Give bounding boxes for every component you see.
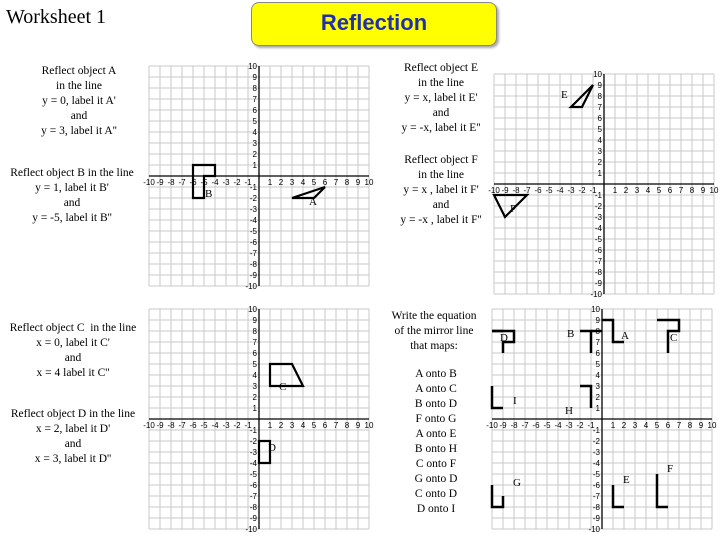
x-tick-label: -5: [200, 178, 208, 187]
y-tick-label: -7: [592, 492, 600, 501]
x-tick-label: 6: [665, 421, 671, 430]
y-tick-label: 10: [593, 70, 602, 79]
y-tick-label: 5: [597, 125, 602, 134]
y-tick-label: 1: [597, 169, 602, 178]
y-tick-label: 8: [597, 92, 602, 101]
y-tick-label: -1: [249, 183, 257, 192]
x-tick-label: -10: [486, 421, 498, 430]
x-tick-label: -3: [222, 421, 230, 430]
y-tick-label: 3: [595, 382, 600, 391]
x-tick-label: 3: [634, 186, 640, 195]
grid-top-left: [145, 62, 373, 294]
x-tick-label: -3: [567, 186, 575, 195]
x-tick-label: 2: [623, 186, 629, 195]
y-tick-label: -6: [594, 246, 602, 255]
y-tick-label: 2: [252, 150, 257, 159]
y-tick-label: 2: [595, 393, 600, 402]
y-tick-label: -9: [249, 271, 257, 280]
x-tick-label: 9: [355, 421, 361, 430]
y-tick-label: 4: [252, 128, 257, 137]
label-shape-a: A: [309, 196, 317, 208]
y-tick-label: 3: [597, 147, 602, 156]
shape-f-map: [657, 474, 668, 507]
y-tick-label: -4: [249, 459, 257, 468]
x-tick-label: 5: [656, 186, 662, 195]
y-tick-label: 9: [597, 81, 602, 90]
x-tick-label: 8: [689, 186, 695, 195]
x-tick-label: -7: [178, 178, 186, 187]
y-tick-label: 4: [597, 136, 602, 145]
y-tick-label: 8: [252, 84, 257, 93]
x-tick-label: -8: [167, 178, 175, 187]
x-tick-label: -8: [512, 186, 520, 195]
instruction-f: Reflect object F in the line y = x , label it F' and y = -x , label it F'': [400, 154, 482, 226]
x-tick-label: -5: [545, 186, 553, 195]
y-tick-label: 1: [252, 161, 257, 170]
y-tick-label: -4: [249, 216, 257, 225]
x-tick-label: 1: [612, 186, 618, 195]
x-tick-label: 10: [364, 178, 374, 187]
x-tick-label: 7: [676, 421, 682, 430]
y-tick-label: -1: [249, 426, 257, 435]
x-tick-label: -8: [167, 421, 175, 430]
x-tick-label: -5: [543, 421, 551, 430]
x-tick-label: -6: [189, 421, 197, 430]
y-tick-label: 4: [595, 371, 600, 380]
y-tick-label: -6: [592, 481, 600, 490]
x-tick-label: -7: [178, 421, 186, 430]
y-tick-label: 5: [595, 360, 600, 369]
x-tick-label: 6: [322, 421, 328, 430]
grid-bottom-left: [145, 305, 373, 537]
x-tick-label: 9: [355, 178, 361, 187]
y-tick-label: 9: [252, 316, 257, 325]
y-tick-label: 7: [597, 103, 602, 112]
x-tick-label: 9: [700, 186, 706, 195]
y-tick-label: 1: [595, 404, 600, 413]
instruction-d: Reflect object D in the line x = 2, label it D' and x = 3, label it D'': [10, 408, 136, 465]
label-shape-b: B: [205, 188, 213, 200]
x-tick-label: -9: [501, 186, 509, 195]
map-label-g: G: [513, 477, 521, 489]
y-tick-label: -7: [249, 249, 257, 258]
y-tick-label: -1: [594, 191, 602, 200]
map-label-d: D: [500, 332, 508, 344]
y-tick-label: -8: [249, 503, 257, 512]
x-tick-label: -5: [200, 421, 208, 430]
y-tick-label: -3: [592, 448, 600, 457]
instruction-b: Reflect object B in the line y = 1, label it B' and y = -5, label it B'': [10, 167, 134, 224]
y-tick-label: -5: [594, 235, 602, 244]
y-tick-label: 5: [252, 117, 257, 126]
y-tick-label: 9: [252, 73, 257, 82]
x-tick-label: -1: [244, 178, 252, 187]
label-shape-f: F: [510, 203, 517, 215]
x-tick-label: 8: [344, 178, 350, 187]
y-tick-label: -9: [592, 514, 600, 523]
x-tick-label: 10: [709, 186, 719, 195]
x-tick-label: 1: [267, 178, 273, 187]
y-tick-label: -5: [249, 227, 257, 236]
y-tick-label: 1: [252, 404, 257, 413]
y-tick-label: 7: [595, 338, 600, 347]
x-tick-label: 5: [311, 178, 317, 187]
y-tick-label: 8: [595, 327, 600, 336]
y-tick-label: 10: [248, 305, 257, 314]
x-tick-label: -1: [587, 421, 595, 430]
x-tick-label: 4: [645, 186, 651, 195]
y-tick-label: -9: [594, 279, 602, 288]
y-tick-label: -6: [249, 481, 257, 490]
x-tick-label: -8: [510, 421, 518, 430]
y-tick-label: 10: [248, 62, 257, 71]
x-tick-label: 9: [698, 421, 704, 430]
y-tick-label: -3: [249, 205, 257, 214]
x-tick-label: -3: [222, 178, 230, 187]
x-tick-label: -3: [565, 421, 573, 430]
x-tick-label: 7: [333, 421, 339, 430]
banner-title: Reflection: [320, 10, 428, 35]
x-tick-label: 8: [344, 421, 350, 430]
y-tick-label: 9: [595, 316, 600, 325]
y-tick-label: -8: [592, 503, 600, 512]
x-tick-label: -9: [499, 421, 507, 430]
y-tick-label: -3: [249, 448, 257, 457]
map-label-e: E: [623, 474, 630, 486]
instruction-mirror: Write the equation of the mirror line that maps:: [391, 310, 477, 352]
y-tick-label: -10: [588, 525, 600, 534]
x-tick-label: 3: [289, 421, 295, 430]
label-shape-d: D: [268, 442, 276, 454]
x-tick-label: -6: [532, 421, 540, 430]
x-tick-label: -10: [143, 178, 155, 187]
instruction-c: Reflect object C in the line x = 0, label it C' and x = 4 label it C'': [9, 322, 137, 379]
y-tick-label: 8: [252, 327, 257, 336]
x-tick-label: -6: [534, 186, 542, 195]
y-tick-label: -2: [594, 202, 602, 211]
x-tick-label: -6: [189, 178, 197, 187]
x-tick-label: 10: [707, 421, 717, 430]
y-tick-label: 5: [252, 360, 257, 369]
y-tick-label: -4: [592, 459, 600, 468]
x-tick-label: -7: [523, 186, 531, 195]
map-label-a: A: [621, 330, 629, 342]
x-tick-label: 2: [621, 421, 627, 430]
x-tick-label: 4: [300, 178, 306, 187]
y-tick-label: -4: [594, 224, 602, 233]
x-tick-label: 4: [300, 421, 306, 430]
map-label-h: H: [565, 405, 573, 417]
y-tick-label: -5: [592, 470, 600, 479]
y-tick-label: -2: [249, 437, 257, 446]
x-tick-label: 7: [678, 186, 684, 195]
x-tick-label: -9: [156, 178, 164, 187]
x-tick-label: 3: [289, 178, 295, 187]
x-tick-label: 6: [322, 178, 328, 187]
x-tick-label: -7: [521, 421, 529, 430]
y-tick-label: 6: [597, 114, 602, 123]
x-tick-label: 7: [333, 178, 339, 187]
y-tick-label: -3: [594, 213, 602, 222]
x-tick-label: -4: [211, 178, 219, 187]
x-tick-label: 4: [643, 421, 649, 430]
x-tick-label: -10: [143, 421, 155, 430]
y-tick-label: -7: [594, 257, 602, 266]
map-label-f: F: [667, 463, 674, 475]
y-tick-label: 3: [252, 139, 257, 148]
x-tick-label: 5: [654, 421, 660, 430]
x-tick-label: 2: [278, 421, 284, 430]
y-tick-label: 2: [597, 158, 602, 167]
x-tick-label: -2: [578, 186, 586, 195]
x-tick-label: -4: [211, 421, 219, 430]
y-tick-label: -10: [245, 282, 257, 291]
y-tick-label: -2: [249, 194, 257, 203]
worksheet-title: Worksheet 1: [6, 6, 107, 28]
x-tick-label: -10: [488, 186, 500, 195]
y-tick-label: 10: [591, 305, 600, 314]
y-tick-label: 6: [595, 349, 600, 358]
y-tick-label: -10: [245, 525, 257, 534]
x-tick-label: -1: [589, 186, 597, 195]
grid-top-right: [490, 70, 718, 302]
y-tick-label: -1: [592, 426, 600, 435]
y-tick-label: 4: [252, 371, 257, 380]
y-tick-label: -2: [592, 437, 600, 446]
grid-bottom-right: [488, 305, 716, 537]
y-tick-label: -5: [249, 470, 257, 479]
x-tick-label: 8: [687, 421, 693, 430]
mapping-list: A onto B A onto C B onto D F onto G A onto E B onto H C onto F G onto D C onto D D onto I: [414, 368, 458, 515]
x-tick-label: 10: [364, 421, 374, 430]
x-tick-label: 5: [311, 421, 317, 430]
map-label-i: I: [513, 395, 517, 407]
y-tick-label: 7: [252, 338, 257, 347]
x-tick-label: -2: [233, 178, 241, 187]
map-label-c: C: [670, 332, 678, 344]
title-banner: [251, 2, 497, 46]
x-tick-label: -2: [576, 421, 584, 430]
y-tick-label: 2: [252, 393, 257, 402]
y-tick-label: 7: [252, 95, 257, 104]
x-tick-label: -4: [556, 186, 564, 195]
label-shape-e: E: [561, 89, 568, 101]
x-tick-label: 6: [667, 186, 673, 195]
y-tick-label: -7: [249, 492, 257, 501]
x-tick-label: 1: [610, 421, 616, 430]
instruction-a: Reflect object A in the line y = 0, label it A' and y = 3, label it A'': [41, 65, 117, 137]
y-tick-label: -8: [249, 260, 257, 269]
x-tick-label: -1: [244, 421, 252, 430]
y-tick-label: -8: [594, 268, 602, 277]
x-tick-label: -9: [156, 421, 164, 430]
y-tick-label: 3: [252, 382, 257, 391]
y-tick-label: -9: [249, 514, 257, 523]
y-tick-label: 6: [252, 349, 257, 358]
x-tick-label: 2: [278, 178, 284, 187]
y-tick-label: -6: [249, 238, 257, 247]
x-tick-label: -2: [233, 421, 241, 430]
y-tick-label: 6: [252, 106, 257, 115]
y-tick-label: -10: [590, 290, 602, 299]
x-tick-label: -4: [554, 421, 562, 430]
x-tick-label: 3: [632, 421, 638, 430]
label-shape-c: C: [279, 381, 287, 393]
x-tick-label: 1: [267, 421, 273, 430]
instruction-e: Reflect object E in the line y = x, label it E' and y = -x, label it E'': [401, 62, 481, 134]
map-label-b: B: [567, 328, 575, 340]
